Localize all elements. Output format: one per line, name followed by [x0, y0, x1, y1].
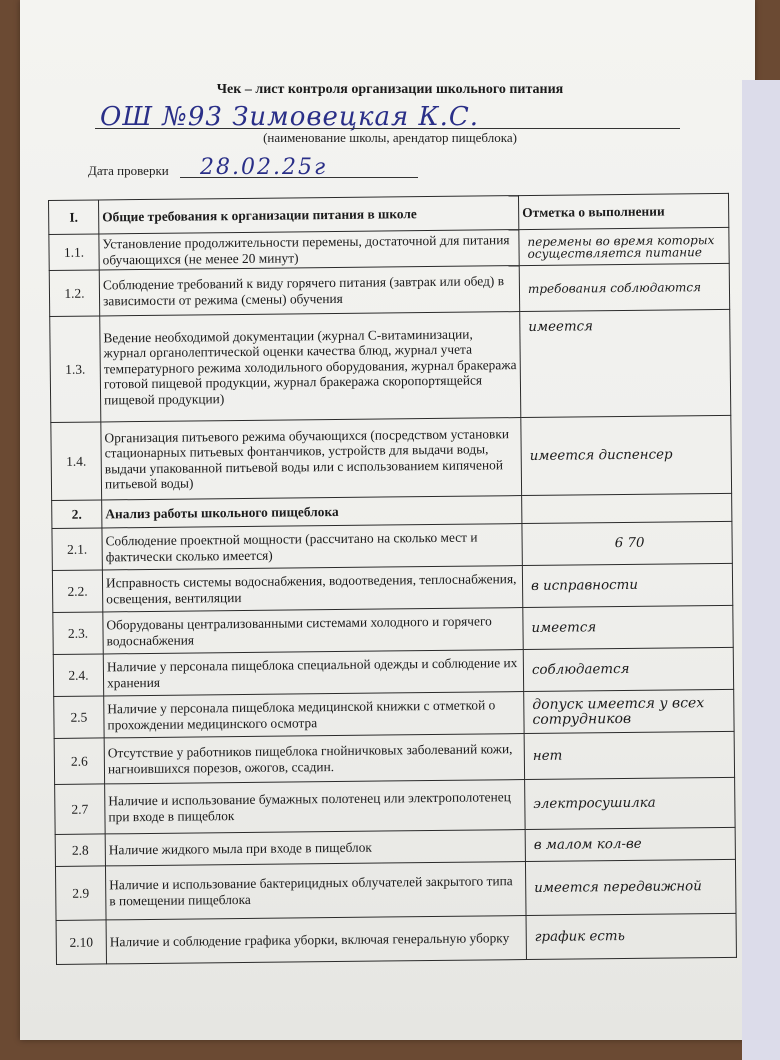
row-mark: в малом кол-ве	[525, 827, 735, 861]
row-requirement: Наличие и использование бумажных полотенец или электрополотенец при входе в пищеблок	[105, 780, 526, 834]
date-handwritten: 28.02.25г	[200, 155, 328, 180]
row-num: 2.6	[54, 738, 104, 785]
table-row	[56, 913, 736, 964]
row-num: 2.10	[56, 920, 106, 965]
table-row	[52, 521, 732, 570]
row-requirement: Отсутствие у работников пищеблока гнойничковых заболеваний кожи, нагноившихся порезов, ожогов, ссадин.	[104, 734, 524, 784]
row-mark: перемены во время которых осуществляется питание	[519, 227, 729, 265]
row-num: 1.3.	[50, 316, 101, 423]
row-requirement: Исправность системы водоснабжения, водоотведения, теплоснабжения, освещения, вентиляции	[102, 566, 522, 612]
row-mark: имеется	[523, 605, 733, 649]
row-requirement: Наличие у персонала пищеблока специальной одежды и соблюдение их хранения	[103, 650, 523, 696]
checklist-table	[48, 193, 737, 965]
date-line	[180, 177, 418, 178]
row-mark: в исправности	[522, 563, 732, 607]
row-requirement: Соблюдение требований к виду горячего питания (завтрак или обед) в зависимости от режима (смены) обучения	[99, 266, 519, 316]
row-requirement: Соблюдение проектной мощности (рассчитано на сколько мест и фактически сколько имеется)	[102, 524, 522, 570]
row-num: 2.5	[54, 696, 104, 739]
row-requirement: Установление продолжительности перемены, достаточной для питания обучающихся (не менее 20 минут)	[99, 230, 519, 270]
row-mark: соблюдается	[523, 647, 733, 691]
table-row	[49, 263, 729, 316]
row-mark: нет	[524, 731, 734, 779]
row-num: 1.1.	[49, 234, 99, 271]
row-num: 2.8	[55, 834, 105, 867]
school-name-line	[95, 128, 680, 129]
row-requirement: Наличие у персонала пищеблока медицинской книжки с отметкой о прохождении медицинского осмотра	[104, 692, 524, 738]
table-row	[51, 415, 732, 500]
table-row	[55, 859, 736, 920]
header-mark: Отметка о выполнении	[518, 193, 728, 229]
row-mark: требования соблюдаются	[519, 263, 729, 311]
row-mark: имеется передвижной	[525, 859, 736, 915]
section-num: 2.	[52, 500, 102, 529]
row-num: 1.4.	[51, 422, 102, 501]
row-mark: электросушилка	[525, 777, 736, 829]
table-row	[54, 689, 734, 738]
table-row	[53, 605, 733, 654]
table-row	[52, 563, 732, 612]
row-requirement: Наличие жидкого мыла при входе в пищеблок	[105, 830, 525, 866]
row-num: 2.9	[55, 866, 106, 921]
school-name-handwritten: ОШ №93 Зимовецкая К.С.	[100, 102, 480, 132]
row-mark: допуск имеется у всех сотрудников	[524, 689, 734, 733]
document-title: Чек – лист контроля организации школьного питания	[216, 82, 564, 97]
table-row	[53, 647, 733, 696]
row-num: 1.2.	[49, 270, 99, 317]
school-caption: (наименование школы, арендатор пищеблока)	[263, 130, 517, 145]
section-title: Анализ работы школьного пищеблока	[102, 496, 522, 528]
row-requirement: Организация питьевого режима обучающихся (посредством установки стационарных питьевых фонтанчиков, устройств для выдачи воды, выдачи упакованной питьевой воды или с использованием кипяченой питьевой воды)	[101, 418, 522, 500]
row-requirement: Оборудованы централизованными системами холодного и горячего водоснабжения	[103, 608, 523, 654]
row-num: 2.1.	[52, 528, 102, 571]
header-num: I.	[49, 200, 99, 235]
row-num: 2.3.	[53, 612, 103, 655]
row-requirement: Ведение необходимой документации (журнал С-витаминизации, журнал органолептической оценки качества блюд, журнал учета температурного режима холодильного оборудования, журнал бракеража готовой пищевой продукции, журнал бракеража скоропортящейся пищевой продукции)	[100, 312, 521, 422]
row-requirement: Наличие и использование бактерицидных облучателей закрытого типа в помещении пищеблока	[105, 862, 526, 920]
row-mark: имеется	[520, 309, 731, 417]
table-row	[54, 731, 734, 784]
date-label: Дата проверки	[88, 163, 169, 178]
row-num: 2.2.	[52, 570, 102, 613]
row-requirement: Наличие и соблюдение графика уборки, включая генеральную уборку	[106, 916, 526, 964]
row-mark: график есть	[526, 913, 736, 959]
header-requirement: Общие требования к организации питания в школе	[99, 196, 519, 234]
row-num: 2.4.	[53, 654, 103, 697]
table-row	[55, 777, 735, 834]
row-mark: имеется диспенсер	[521, 415, 732, 495]
background-sheet	[742, 80, 780, 1060]
table-row	[50, 309, 731, 422]
row-mark: 6 70	[522, 521, 732, 565]
row-num: 2.7	[55, 784, 106, 835]
section-mark-empty	[522, 493, 732, 523]
